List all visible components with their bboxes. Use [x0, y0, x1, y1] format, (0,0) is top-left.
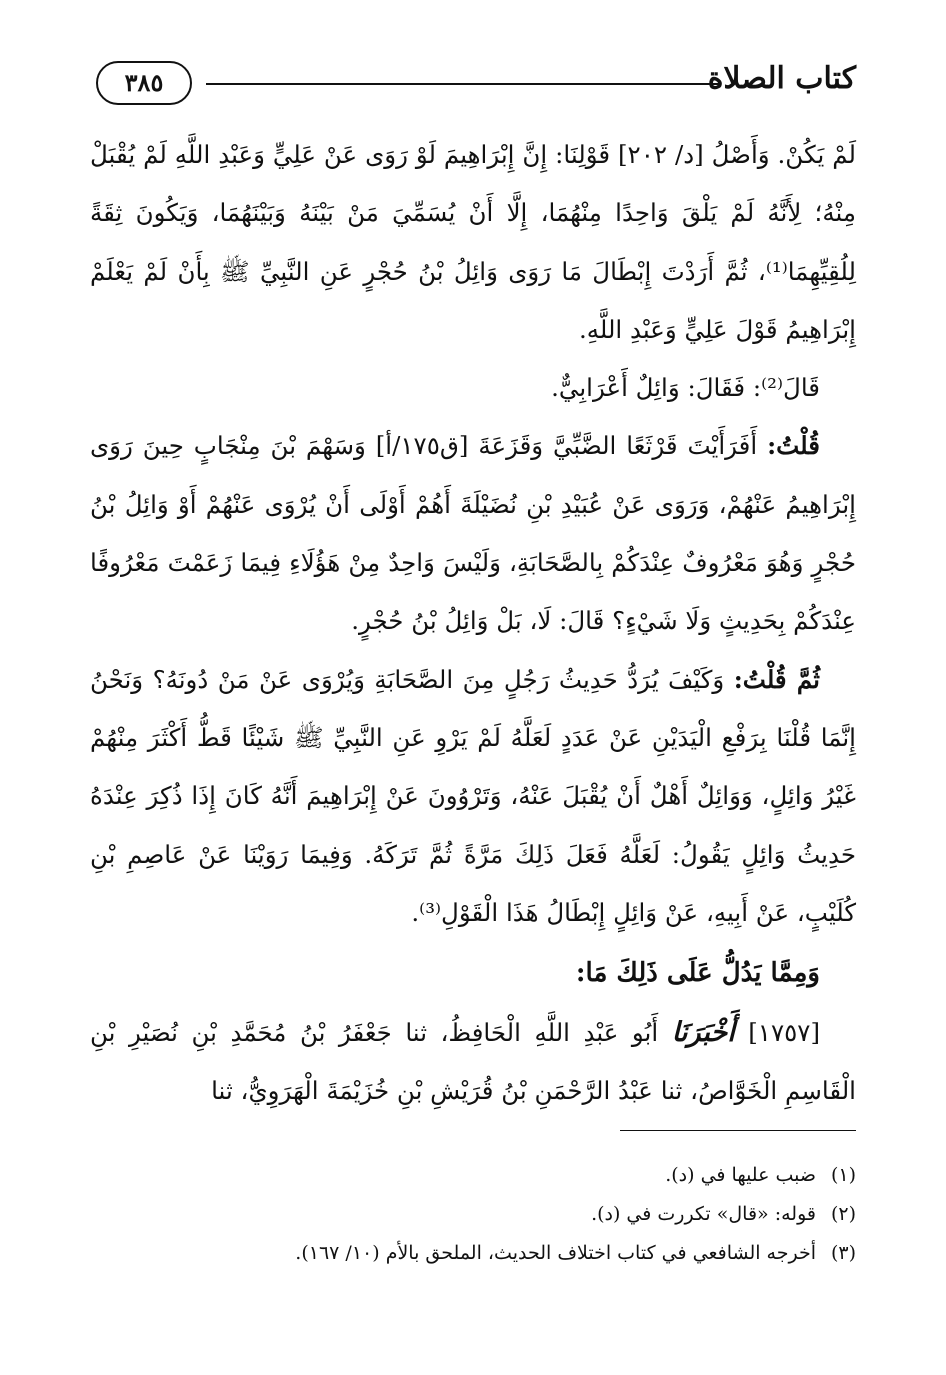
header-rule	[206, 83, 721, 85]
paragraph-1: لَمْ يَكُنْ. وَأَصْلُ [د/ ٢٠٢] قَوْلِنَا: إِنَّ إِبْرَاهِيمَ لَوْ رَوَى عَنْ عَلِيٍّ وَعَبْدِ اللَّهِ لَمْ يُقْبَلْ مِنْهُ؛ لِأَنَّهُ لَمْ يَلْقَ وَاحِدًا مِنْهُمَا، إِلَّا أَنْ يُسَمِّيَ مَنْ بَيْنَهُ وَبَيْنَهُمَا، وَيَكُونَ ثِقَةً لِلُقِيِّهِمَا⁽¹⁾، ثُمَّ أَرَدْتَ إِبْطَالَ مَا رَوَى وَائِلُ بْنُ حُجْرٍ عَنِ النَّبِيِّ ﷺ بِأَنْ لَمْ يَعْلَمْ إِبْرَاهِيمُ قَوْلَ عَلِيٍّ وَعَبْدِ اللَّهِ.	[90, 140, 856, 344]
paragraph-3-lead: قُلْتُ:	[767, 431, 820, 461]
paragraph-3-text: أَفَرَأَيْتَ قَرْثَعًا الضَّبِّيَّ وَقَزَعَةَ [ق١٧٥/أ] وَسَهْمَ بْنَ مِنْجَابٍ حِينَ رَوَى إِبْرَاهِيمُ عَنْهُمْ، وَرَوَى عَنْ عُبَيْدِ بْنِ نُضَيْلَةَ أَهُمْ أَوْلَى أَنْ يُرْوَى عَنْهُمْ أَوْ وَائِلُ بْنُ حُجْرٍ وَهُوَ مَعْرُوفٌ عِنْدَكُمْ بِالصَّحَابَةِ، وَلَيْسَ وَاحِدٌ مِنْ هَؤُلَاءِ فِيمَا زَعَمْتَ مَعْرُوفًا عِنْدَكُمْ بِحَدِيثٍ وَلَا شَيْءٍ؟ قَالَ: لَا، بَلْ وَائِلُ بْنُ حُجْرٍ.	[90, 431, 856, 636]
section-heading: وَمِمَّا يَدُلُّ عَلَى ذَلِكَ مَا:	[575, 958, 820, 989]
paragraph-3	[90, 417, 856, 650]
footnote-text: ضبب عليها في (د).	[665, 1164, 816, 1186]
footnote-number: (١)	[830, 1164, 856, 1186]
footnote-2	[90, 1195, 856, 1234]
hadith-1757	[90, 1004, 856, 1121]
footnote-number: (٣)	[830, 1242, 856, 1264]
book-title: كتاب الصلاة	[707, 61, 856, 96]
page-number: ٣٨٥	[96, 61, 192, 105]
footnote-number: (٢)	[830, 1203, 856, 1225]
paragraph-4-lead: ثُمَّ قُلْتُ:	[733, 664, 820, 694]
main-text	[90, 126, 856, 1121]
report-label: أَخْبَرَنَا	[671, 1017, 735, 1049]
footnote-text: قوله: «قال» تكررت في (د).	[591, 1203, 816, 1225]
paragraph-4	[90, 651, 856, 942]
hadith-text: أَبُو عَبْدِ اللَّهِ الْحَافِظُ، ثنا جَعْفَرُ بْنُ مُحَمَّدِ بْنِ نُصَيْرِ بْنِ الْقَاسِمِ الْخَوَّاصُ، ثنا عَبْدُ الرَّحْمَنِ بْنُ قُرَيْشِ بْنِ خُزَيْمَةَ الْهَرَوِيُّ، ثنا	[90, 1018, 856, 1106]
paragraph-4-text: وَكَيْفَ يُرَدُّ حَدِيثُ رَجُلٍ مِنَ الصَّحَابَةِ وَيُرْوَى عَنْ مَنْ دُونَهُ؟ وَنَحْنُ إِنَّمَا قُلْنَا بِرَفْعِ الْيَدَيْنِ عَنْ عَدَدٍ لَعَلَّهُ لَمْ يَرْوِ عَنِ النَّبِيِّ ﷺ شَيْئًا قَطُّ أَكْثَرَ مِنْهُمْ غَيْرُ وَائِلٍ، وَوَائِلٌ أَهْلٌ أَنْ يُقْبَلَ عَنْهُ، وَتَرْوُونَ عَنْ إِبْرَاهِيمَ أَنَّهُ كَانَ إِذَا ذُكِرَ عِنْدَهُ حَدِيثُ وَائِلٍ يَقُولُ: لَعَلَّهُ فَعَلَ ذَلِكَ مَرَّةً ثُمَّ تَرَكَهُ. وَفِيمَا رَوَيْنَا عَنْ عَاصِمِ بْنِ كُلَيْبٍ، عَنْ أَبِيهِ، عَنْ وَائِلٍ إِبْطَالُ هَذَا الْقَوْلِ⁽³⁾.	[90, 664, 856, 927]
footnote-rule	[620, 1130, 856, 1131]
page-header	[96, 55, 856, 113]
footnote-3	[90, 1234, 856, 1273]
footnote-1	[90, 1156, 856, 1195]
footnotes	[90, 1156, 856, 1273]
hadith-number: [١٧٥٧]	[748, 1018, 820, 1048]
paragraph-2: قَالَ⁽²⁾: فَقَالَ: وَائِلٌ أَعْرَابِيٌّ.	[551, 373, 820, 403]
footnote-text: أخرجه الشافعي في كتاب اختلاف الحديث، الملحق بالأم (١٠/ ١٦٧).	[295, 1242, 816, 1264]
